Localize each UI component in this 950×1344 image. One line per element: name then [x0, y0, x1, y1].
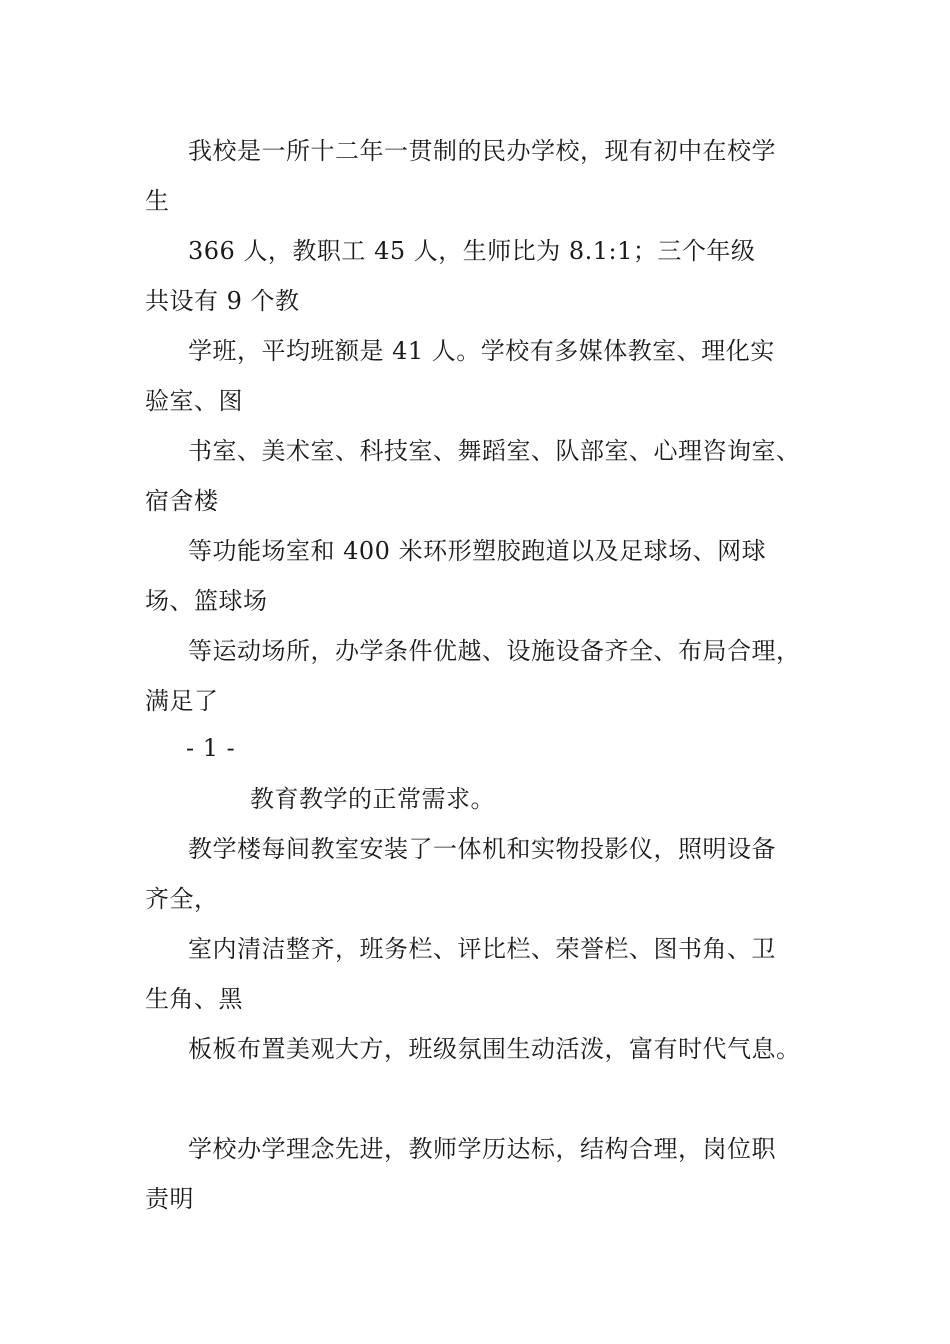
paragraph-5-line-1: 等功能场室和 400 米环形塑胶跑道以及足球场、网球 [188, 537, 767, 565]
paragraph-3-line-1: 学班，平均班额是 41 人。学校有多媒体教室、理化实 [188, 337, 775, 365]
paragraph-10-line-2: 责明 [145, 1185, 194, 1213]
paragraph-6-line-2: 满足了 [145, 687, 219, 715]
paragraph-7-line-2: 齐全， [145, 885, 219, 913]
continuation-line: 教育教学的正常需求。 [250, 785, 495, 813]
page-number: - 1 - [186, 734, 236, 762]
paragraph-10-line-1: 学校办学理念先进，教师学历达标，结构合理，岗位职 [188, 1135, 776, 1163]
paragraph-3-line-2: 验室、图 [145, 387, 243, 415]
paragraph-4-line-2: 宿舍楼 [145, 487, 219, 515]
paragraph-7-line-1: 教学楼每间教室安装了一体机和实物投影仪，照明设备 [188, 835, 776, 863]
paragraph-1-line-1: 我校是一所十二年一贯制的民办学校，现有初中在校学 [188, 137, 776, 165]
paragraph-1-line-2: 生 [145, 187, 170, 215]
paragraph-2-line-2: 共设有 9 个教 [145, 287, 300, 315]
paragraph-6-line-1: 等运动场所，办学条件优越、设施设备齐全、布局合理， [188, 637, 801, 665]
paragraph-9-line-1: 板板布置美观大方，班级氛围生动活泼，富有时代气息。 [188, 1035, 801, 1063]
paragraph-2-line-1: 366 人，教职工 45 人，生师比为 8.1:1；三个年级 [188, 237, 756, 265]
paragraph-5-line-2: 场、篮球场 [145, 587, 268, 615]
paragraph-8-line-2: 生角、黑 [145, 985, 243, 1013]
paragraph-4-line-1: 书室、美术室、科技室、舞蹈室、队部室、心理咨询室、 [188, 437, 801, 465]
paragraph-8-line-1: 室内清洁整齐，班务栏、评比栏、荣誉栏、图书角、卫 [188, 935, 776, 963]
